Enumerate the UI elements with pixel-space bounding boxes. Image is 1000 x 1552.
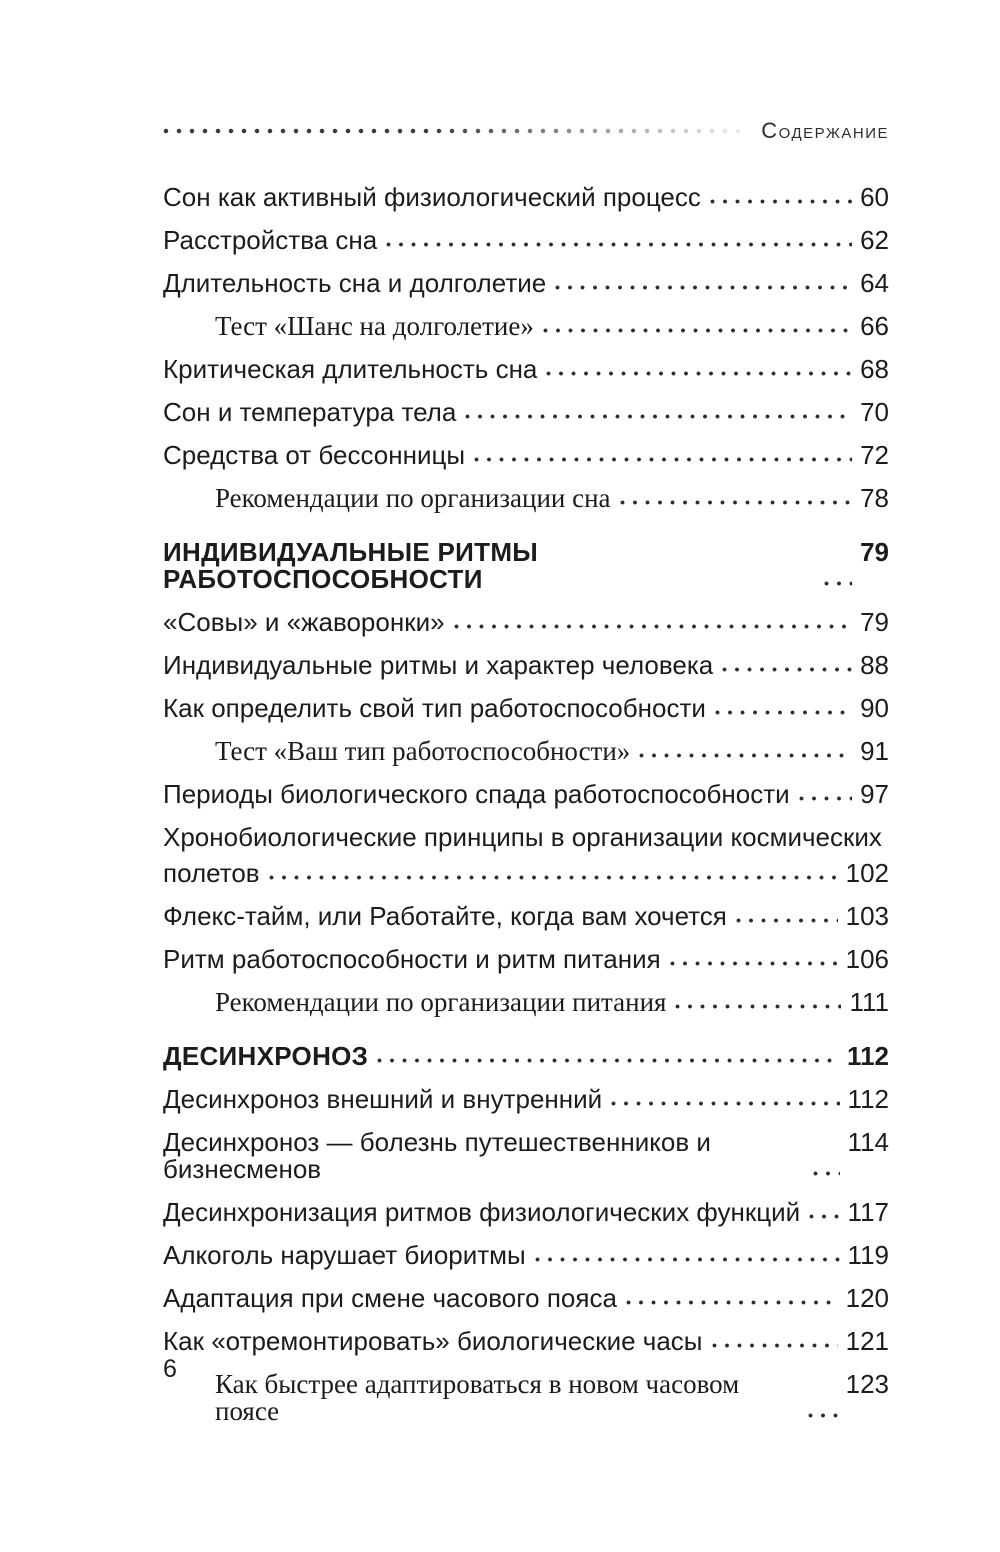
toc-entry-page: 112 xyxy=(847,1084,889,1114)
dot-leader xyxy=(670,961,838,966)
toc-entry-label: Ритм работоспособности и ритм питания xyxy=(163,944,661,974)
toc-entry-row xyxy=(163,1086,889,1113)
toc-entry-row xyxy=(163,227,889,254)
dot-leader xyxy=(454,624,853,629)
toc-entry-row xyxy=(163,781,889,808)
toc-entry-label: Как определить свой тип работоспособности xyxy=(163,693,706,723)
dot-leader xyxy=(555,285,852,290)
dot-leader xyxy=(813,1171,840,1176)
toc-entry-page: 102 xyxy=(845,858,889,888)
toc-entry-row xyxy=(163,1285,889,1312)
toc-entry-label: Как быстрее адаптироваться в новом часовом поясе xyxy=(215,1369,740,1426)
toc-entry-page: 91 xyxy=(860,736,889,766)
toc-entry-row xyxy=(163,609,889,636)
toc-entry-label: ДЕСИНХРОНОЗ xyxy=(163,1041,369,1071)
toc-entry-row xyxy=(163,1129,889,1183)
toc-entry-label: «Совы» и «жаворонки» xyxy=(163,607,445,637)
dot-leader xyxy=(712,1343,838,1348)
toc-entry-label: Адаптация при смене часового пояса xyxy=(163,1283,617,1313)
toc-entry-row xyxy=(163,989,889,1016)
toc-entry-page: 123 xyxy=(845,1369,889,1399)
toc-entry-page: 78 xyxy=(860,483,889,513)
toc-entry-page: 88 xyxy=(860,650,889,680)
toc-entry-label: Десинхроноз внешний и внутренний xyxy=(163,1084,603,1114)
toc-entry-row xyxy=(163,313,889,340)
toc-entry-label: Рекомендации по организации питания xyxy=(215,987,667,1017)
dot-leader xyxy=(626,1300,838,1305)
toc-entry-row xyxy=(163,399,889,426)
dot-leader xyxy=(377,1058,839,1063)
toc-entry-page: 97 xyxy=(860,779,889,809)
dot-leader xyxy=(620,500,853,505)
dot-leader xyxy=(736,918,838,923)
toc-entry-page: 70 xyxy=(860,397,889,427)
page-title: Содержание xyxy=(761,118,889,143)
dot-leader xyxy=(799,796,852,801)
toc-heading-row xyxy=(163,1043,889,1070)
toc-entry-label: Алкоголь нарушает биоритмы xyxy=(163,1240,526,1270)
toc-entry-page: 121 xyxy=(845,1326,889,1356)
toc-entry-row xyxy=(163,270,889,297)
toc-entry-row xyxy=(163,903,889,930)
toc-entry-page: 66 xyxy=(860,311,889,341)
toc-header xyxy=(163,116,889,146)
dot-leader xyxy=(722,667,852,672)
toc-entry-label: Десинхроноз — болезнь путешественников и бизнесменов xyxy=(163,1127,711,1184)
toc-entry-page: 114 xyxy=(847,1127,889,1157)
toc-list xyxy=(163,184,889,1425)
dot-leader xyxy=(808,1413,837,1418)
toc-entry-label: Расстройства сна xyxy=(163,225,378,255)
toc-entry-page: 111 xyxy=(849,987,889,1017)
toc-entry-label: Длительность сна и долголетие xyxy=(163,268,547,298)
toc-entry-row xyxy=(163,652,889,679)
dot-leader xyxy=(639,753,852,758)
toc-entry-label: Хронобиологические принципы в организации космических xyxy=(163,822,882,852)
page-footer xyxy=(163,1355,177,1384)
dot-leader xyxy=(269,875,838,880)
dot-leader xyxy=(535,1257,840,1262)
toc-entry-row xyxy=(163,946,889,973)
toc-entry-page: 79 xyxy=(860,607,889,637)
dot-leader xyxy=(386,242,852,247)
header-dot-leader xyxy=(163,128,745,134)
toc-entry-label: Критическая длительность сна xyxy=(163,354,538,384)
toc-entry-row xyxy=(163,356,889,383)
toc-heading-row xyxy=(163,539,889,593)
toc-entry-page: 119 xyxy=(847,1240,889,1270)
toc-entry-row xyxy=(163,1371,889,1425)
toc-entry-page: 79 xyxy=(860,537,889,567)
dot-leader xyxy=(710,199,852,204)
toc-entry-label: ИНДИВИДУАЛЬНЫЕ РИТМЫ РАБОТОСПОСОБНОСТИ xyxy=(163,537,539,594)
toc-entry-label: Периоды биологического спада работоспособности xyxy=(163,779,790,809)
toc-content xyxy=(163,116,889,1441)
toc-entry-label: полетов xyxy=(163,858,260,888)
dot-leader xyxy=(715,710,852,715)
toc-entry-page: 68 xyxy=(860,354,889,384)
dot-leader xyxy=(809,1214,839,1219)
toc-entry-label: Как «отремонтировать» биологические часы xyxy=(163,1326,703,1356)
toc-entry-page: 72 xyxy=(860,440,889,470)
dot-leader xyxy=(546,371,852,376)
toc-entry-label: Десинхронизация ритмов физиологических функций xyxy=(163,1197,801,1227)
toc-entry-row xyxy=(163,184,889,211)
dot-leader xyxy=(675,1004,841,1009)
toc-entry-page: 90 xyxy=(860,693,889,723)
toc-entry-label: Средства от бессонницы xyxy=(163,440,466,470)
toc-entry-page: 120 xyxy=(845,1283,889,1313)
dot-leader xyxy=(465,414,852,419)
toc-entry-row xyxy=(163,824,889,851)
toc-entry-row xyxy=(163,695,889,722)
dot-leader xyxy=(824,581,852,586)
toc-entry-label: Сон и температура тела xyxy=(163,397,457,427)
toc-entry-page: 117 xyxy=(847,1197,889,1227)
toc-entry-label: Тест «Ваш тип работоспособности» xyxy=(215,736,631,766)
dot-leader xyxy=(474,457,852,462)
toc-entry-row xyxy=(163,1328,889,1355)
toc-entry-label: Флекс-тайм, или Работайте, когда вам хочется xyxy=(163,901,727,931)
toc-entry-row xyxy=(163,442,889,469)
toc-entry-page: 112 xyxy=(847,1041,889,1071)
toc-entry-page: 103 xyxy=(845,901,889,931)
dot-leader xyxy=(543,328,852,333)
toc-entry-row xyxy=(163,738,889,765)
dot-leader xyxy=(611,1101,839,1106)
toc-entry-label: Тест «Шанс на долголетие» xyxy=(215,311,534,341)
toc-entry-label: Индивидуальные ритмы и характер человека xyxy=(163,650,714,680)
toc-entry-row xyxy=(163,485,889,512)
toc-entry-page: 64 xyxy=(860,268,889,298)
toc-entry-page: 106 xyxy=(845,944,889,974)
toc-entry-label: Сон как активный физиологический процесс xyxy=(163,182,701,212)
toc-entry-page: 60 xyxy=(860,182,889,212)
toc-entry-label: Рекомендации по организации сна xyxy=(215,483,611,513)
page-number: 6 xyxy=(163,1355,177,1383)
toc-entry-row xyxy=(163,860,889,887)
toc-entry-row xyxy=(163,1199,889,1226)
toc-entry-row xyxy=(163,1242,889,1269)
toc-entry-page: 62 xyxy=(860,225,889,255)
